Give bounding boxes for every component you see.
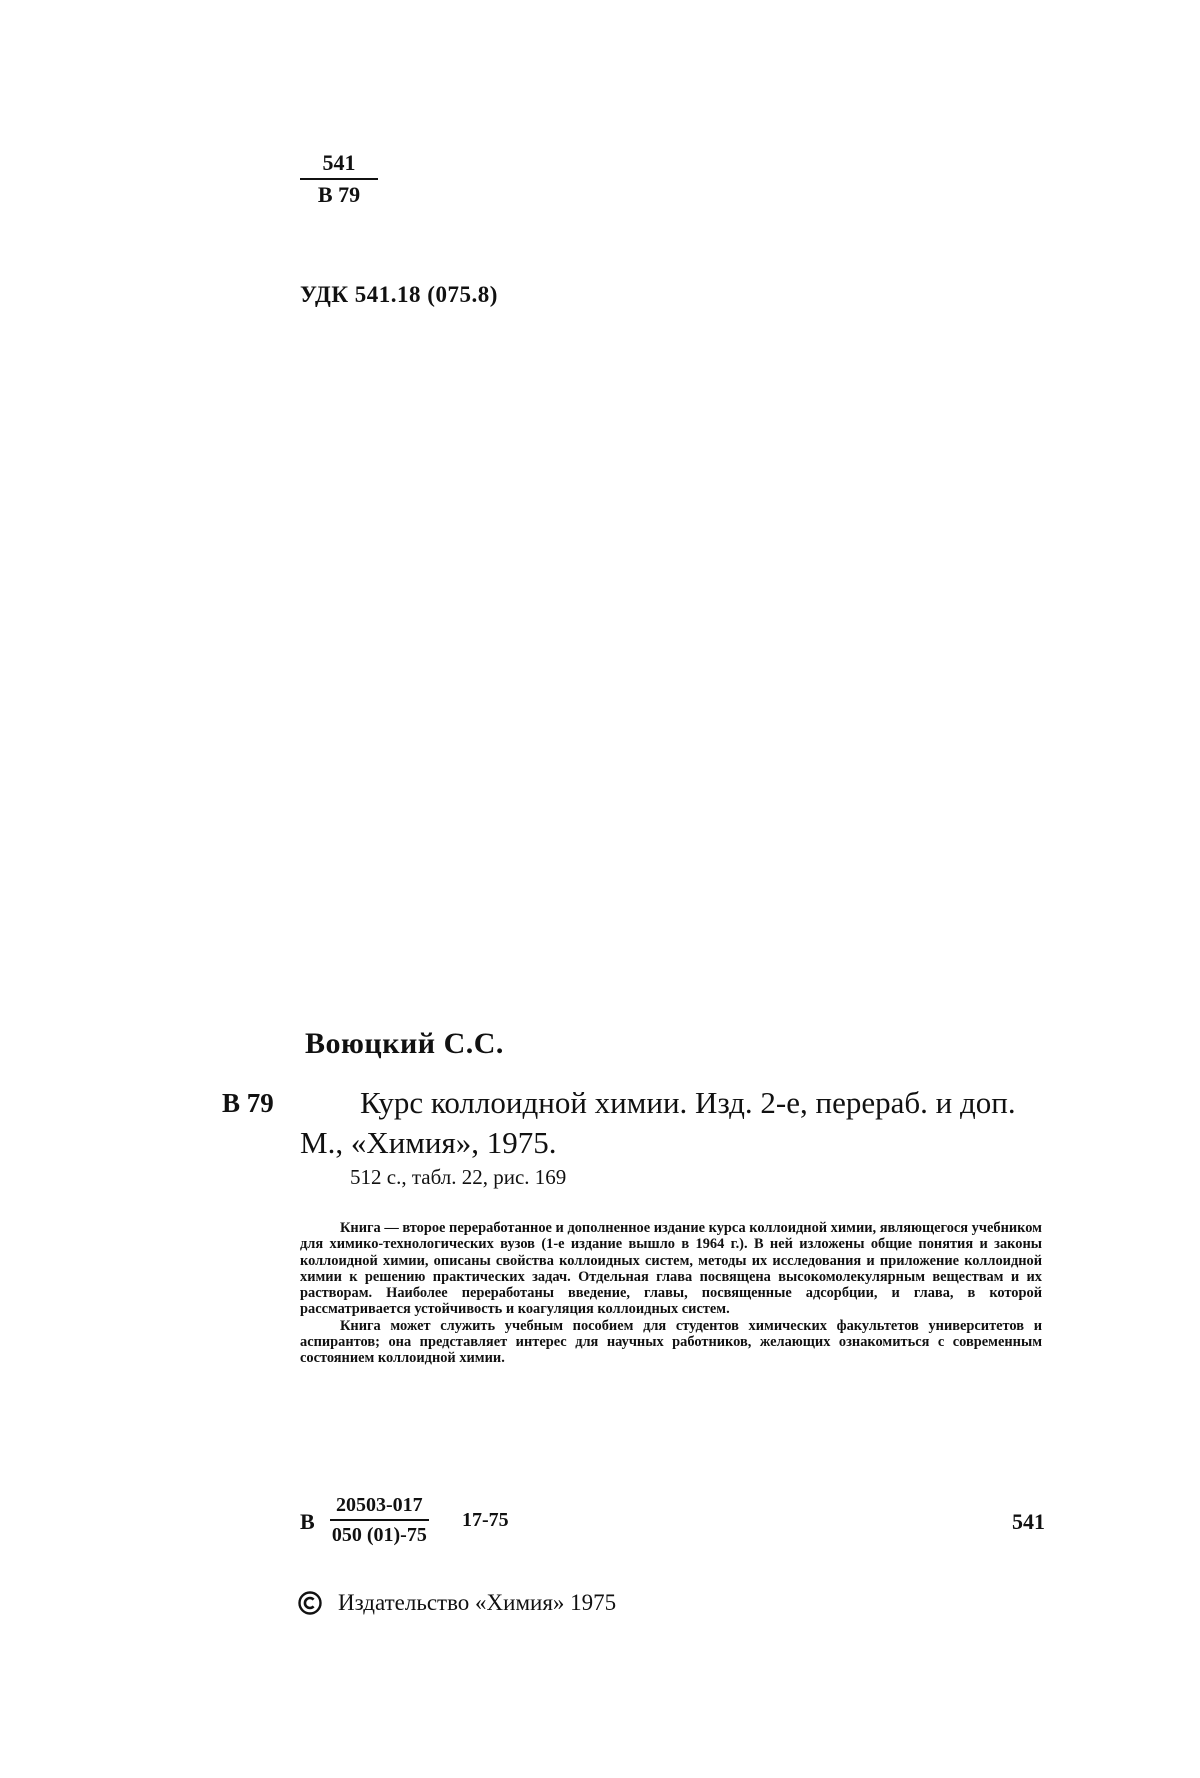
author-cipher: В 79 [222,1088,274,1118]
classification-fraction [300,152,378,206]
copyright-text: Издательство «Химия» 1975 [338,1590,617,1615]
index-code: 541 [1012,1509,1045,1534]
index-numerator: 20503-017 [330,1495,429,1521]
annotation-paragraph-2: Книга может служить учебным пособием для студентов химических факультетов университетов и аспирантов; она представляет интерес для научных работников, желающих ознакомиться с современным состоянием коллоидной химии. [300,1317,1042,1367]
copyright-icon [298,1591,322,1615]
index-suffix: 17-75 [462,1509,509,1531]
classification-numerator: 541 [300,152,378,180]
annotation [300,1220,1042,1367]
book-title: Курс коллоидной химии. Изд. 2-е, перераб. и доп. М., «Химия», 1975. [300,1085,1016,1160]
publication-index [300,1495,1045,1555]
physical-extent: 512 с., табл. 22, рис. 169 [350,1165,567,1189]
udk-code: УДК 541.18 (075.8) [300,282,498,307]
index-letter: В [300,1509,315,1534]
copyright-line [298,1590,616,1616]
author-name: Воюцкий С.С. [305,1027,504,1060]
index-denominator: 050 (01)-75 [331,1524,427,1546]
classification-denominator: В 79 [317,182,361,207]
index-fraction [330,1495,429,1545]
annotation-paragraph-1: Книга — второе переработанное и дополненное издание курса коллоидной химии, являющегося учебником для химико-технологических вузов (1-е издание вышло в 1964 г.). В ней изложены общие понятия и законы коллоидной химии, описаны свойства коллоидных систем, методы их исследования и приложение коллоидной химии к решению практических задач. Отдельная глава посвящена высокомолекулярным веществам и их растворам. Наиболее переработаны введение, главы, посвященные адсорбции, и глава, в которой рассматривается устойчивость и коагуляция коллоидных систем. [300,1220,1042,1318]
